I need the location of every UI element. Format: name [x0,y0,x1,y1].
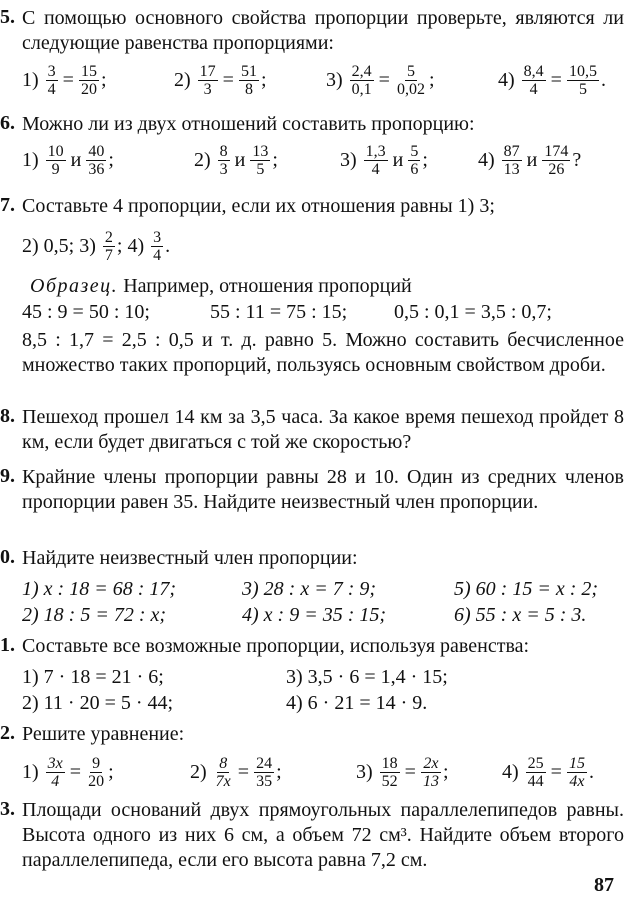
fraction: $\frac{17}{3}$ [199,62,216,98]
task-number: 3. [0,798,15,820]
fraction: $\frac{25}{44}$ [527,754,544,790]
page-number: 87 [594,874,614,896]
equation-item: 3) $\frac{18}{52}$ = $\frac{2x}{13}$ ; [356,754,449,790]
proportion-item: 1) $\frac{3}{4}$ = $\frac{15}{20}$ ; [22,62,107,98]
item-label: 3) [326,68,343,91]
equation-row: 1) x : 18 = 68 : 17; 3) 28 : x = 7 : 9; 5) 60 : 15 = x : 2; [22,578,599,600]
task-number: 6. [0,112,15,134]
fraction-row [22,58,624,102]
task-number: 9. [0,465,15,487]
task-number: 2. [0,722,15,744]
fraction: $\frac{10,5}{5}$ [568,62,597,98]
task-text: Составьте все возможные пропорции, используя равенства: [22,635,530,657]
fraction: $\frac{8,4}{4}$ [523,62,544,98]
fraction: $\frac{2x}{13}$ [422,754,439,790]
task-text: С помощью основного свойства пропорции проверьте, являются ли следующие равенства пропорциями: [22,7,624,54]
fraction: $\frac{15}{20}$ [80,62,97,98]
fraction: $\frac{8}{7x}$ [215,754,231,790]
fraction-row [22,750,624,794]
task-text: Пешеход прошел 14 км за 3,5 часа. За какое время пешеход пройдет 8 км, если будет двигаться с той же скоростью? [22,406,624,453]
sample-explanation: 8,5 : 1,7 = 2,5 : 0,5 и т. д. равно 5. Можно составить бесчисленное множество таких пропорций, пользуясь основным свойством дроби. [22,329,624,376]
fraction: $\frac{3x}{4}$ [47,754,63,790]
equation-row: 1) 7 · 18 = 21 · 6; 3) 3,5 · 6 = 1,4 · 15; [22,666,448,688]
task-number: 8. [0,405,15,427]
fraction: $\frac{1,3}{4}$ [365,142,386,178]
equation-row: 2) 11 · 20 = 5 · 44; 4) 6 · 21 = 14 · 9. [22,692,428,714]
fraction: $\frac{18}{52}$ [381,754,398,790]
equation-item: 4) $\frac{25}{44}$ = $\frac{15}{4x}$ . [502,754,594,790]
task-number: 7. [0,194,15,216]
task-text: Решите уравнение: [22,723,185,745]
sample-heading: Образец. Например, отношения пропорций [30,275,412,297]
task-text: Можно ли из двух отношений составить пропорцию: [22,113,475,135]
fraction: $\frac{40}{36}$ [88,142,105,178]
fraction: $\frac{51}{8}$ [240,62,257,98]
task-number: 0. [0,546,15,568]
ratio-pair-item: 3) $\frac{1,3}{4}$ и $\frac{5}{6}$ ; [340,142,428,178]
fraction: $\frac{87}{13}$ [503,142,520,178]
fraction: $\frac{5}{6}$ [410,142,419,178]
ratio-pair-item: 4) $\frac{87}{13}$ и $\frac{174}{26}$ ? [478,142,582,178]
equation-item: 1) $\frac{3x}{4}$ = $\frac{9}{20}$ ; [22,754,114,790]
fraction: $\frac{13}{5}$ [252,142,269,178]
fraction: $\frac{9}{20}$ [88,754,105,790]
fraction: $\frac{174}{26}$ [544,142,569,178]
item-label: 4) [498,68,515,91]
ratio-pair-item: 2) $\frac{8}{3}$ и $\frac{13}{5}$ ; [194,142,278,178]
fraction: $\frac{8}{3}$ [219,142,228,178]
item-label: 2) [174,68,191,91]
proportion-item: 4) $\frac{8,4}{4}$ = $\frac{10,5}{5}$ . [498,62,606,98]
ratio-line: 2) 0,5; 3) $\frac{2}{7}$ ; 4) $\frac{3}{4}$ . [22,228,171,264]
fraction: $\frac{10}{9}$ [47,142,64,178]
ratio-pair-item: 1) $\frac{10}{9}$ и $\frac{40}{36}$ ; [22,142,114,178]
proportion-item: 3) $\frac{2,4}{0,1}$ = $\frac{5}{0,02}$ ; [326,62,435,98]
equation-item: 2) $\frac{8}{7x}$ = $\frac{24}{35}$ ; [190,754,282,790]
fraction: $\frac{5}{0,02}$ [396,62,425,98]
fraction-row [22,138,624,182]
fraction: $\frac{2}{7}$ [104,228,113,264]
fraction: $\frac{15}{4x}$ [568,754,585,790]
fraction: $\frac{24}{35}$ [256,754,273,790]
equation-row: 2) 18 : 5 = 72 : x; 4) x : 9 = 35 : 15; 6) 55 : x = 5 : 3. [22,604,587,626]
task-number: 1. [0,634,15,656]
fraction: $\frac{3}{4}$ [47,62,56,98]
fraction: $\frac{3}{4}$ [153,228,162,264]
task-number: 5. [0,6,15,28]
proportion-item: 2) $\frac{17}{3}$ = $\frac{51}{8}$ ; [174,62,267,98]
task-text: Найдите неизвестный член пропорции: [22,547,358,569]
sample-examples: 45 : 9 = 50 : 10; 55 : 11 = 75 : 15; 0,5 : 0,1 = 3,5 : 0,7; [22,301,552,323]
task-text: Площади оснований двух прямоугольных параллелепипедов равны. Высота одного из них 6 см, а объем 72 см³. Найдите объем второго параллелепипеда, если его высота равна 7,2 см. [22,799,624,871]
task-text: Крайние члены пропорции равны 28 и 10. Один из средних членов пропорции равен 35. Найдите неизвестный член пропорции. [22,466,624,513]
task-text: Составьте 4 пропорции, если их отношения равны 1) 3; [22,195,495,217]
item-label: 1) [22,68,39,91]
fraction: $\frac{2,4}{0,1}$ [351,62,372,98]
